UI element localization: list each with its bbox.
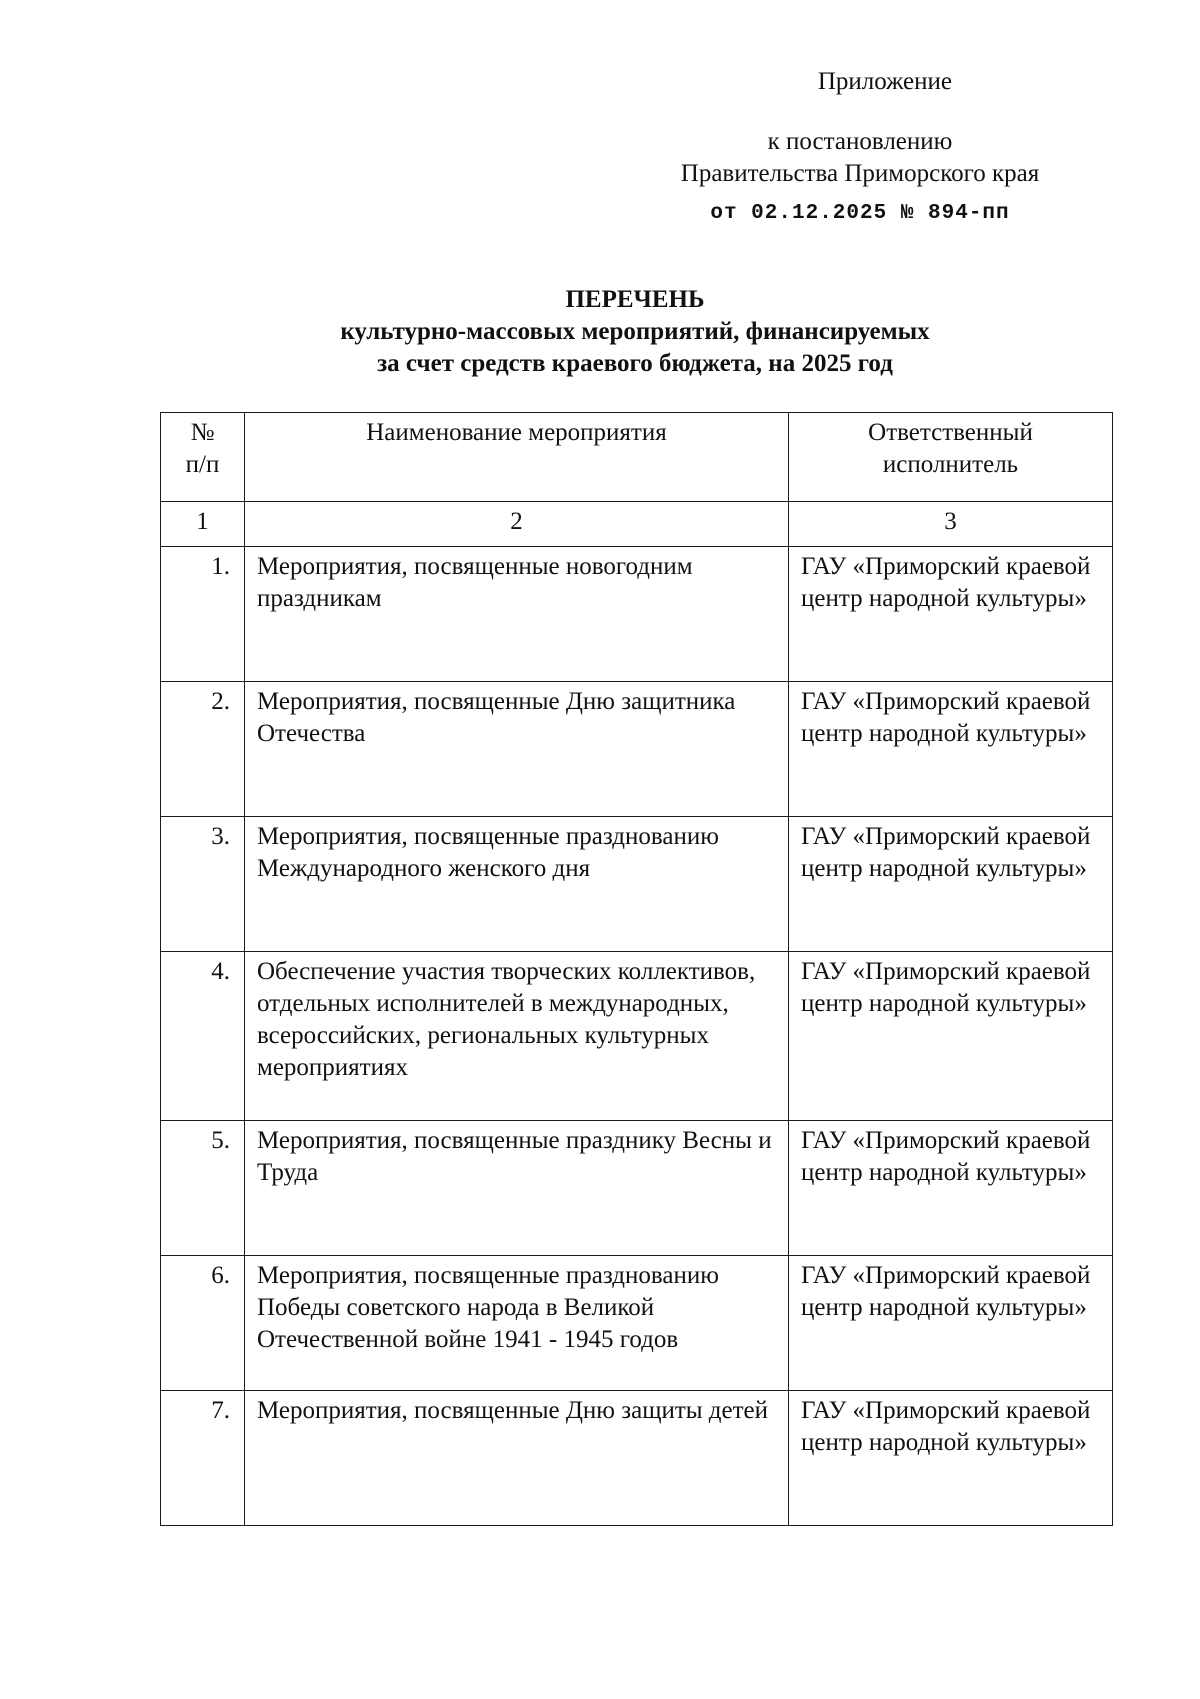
row-executor: ГАУ «Приморский краевой центр народной культуры» — [789, 952, 1113, 1121]
title-line-3: за счет средств краевого бюджета, на 2025 год — [377, 350, 893, 377]
row-number: 6. — [161, 1256, 245, 1391]
row-executor: ГАУ «Приморский краевой центр народной культуры» — [789, 1121, 1113, 1256]
row-executor: ГАУ «Приморский краевой центр народной культуры» — [789, 1256, 1113, 1391]
row-number: 1. — [161, 547, 245, 682]
row-number: 3. — [161, 817, 245, 952]
title-line-2: культурно-массовых мероприятий, финансируемых — [340, 318, 930, 345]
column-number-1: 1 — [161, 502, 245, 547]
table-row — [161, 1391, 1113, 1526]
appendix-label: Приложение — [817, 68, 952, 95]
header-executor: Ответственный исполнитель — [789, 413, 1113, 502]
row-executor: ГАУ «Приморский краевой центр народной культуры» — [789, 547, 1113, 682]
table-header-row — [161, 413, 1113, 502]
government-label: Правительства Приморского края — [680, 160, 1040, 187]
row-executor: ГАУ «Приморский краевой центр народной культуры» — [789, 817, 1113, 952]
table-row — [161, 817, 1113, 952]
row-event-name: Обеспечение участия творческих коллективов, отдельных исполнителей в международных, всероссийских, региональных культурных мероприятиях — [245, 952, 789, 1121]
row-event-name: Мероприятия, посвященные Дню защитника Отечества — [245, 682, 789, 817]
row-event-name: Мероприятия, посвященные Дню защиты детей — [245, 1391, 789, 1526]
table-row — [161, 682, 1113, 817]
row-executor: ГАУ «Приморский краевой центр народной культуры» — [789, 682, 1113, 817]
title-line-1: ПЕРЕЧЕНЬ — [565, 286, 705, 313]
document-title — [160, 284, 1110, 380]
row-number: 4. — [161, 952, 245, 1121]
row-event-name: Мероприятия, посвященные новогодним праздникам — [245, 547, 789, 682]
header-number-line-2: п/п — [185, 451, 220, 478]
row-executor: ГАУ «Приморский краевой центр народной культуры» — [789, 1391, 1113, 1526]
row-event-name: Мероприятия, посвященные празднику Весны и Труда — [245, 1121, 789, 1256]
header-event-name: Наименование мероприятия — [245, 413, 789, 502]
header-number-line-1: № — [190, 419, 215, 446]
header-number — [161, 413, 245, 502]
row-event-name: Мероприятия, посвященные празднованию Международного женского дня — [245, 817, 789, 952]
table-row — [161, 952, 1113, 1121]
events-table — [160, 412, 1113, 1526]
resolution-date-number: от 02.12.2025 № 894-пп — [710, 202, 1010, 225]
row-event-name: Мероприятия, посвященные празднованию Победы советского народа в Великой Отечественной войне 1941 - 1945 годов — [245, 1256, 789, 1391]
column-number-2: 2 — [245, 502, 789, 547]
table-row — [161, 1256, 1113, 1391]
column-number-row — [161, 502, 1113, 547]
to-resolution-label: к постановлению — [767, 128, 953, 155]
row-number: 2. — [161, 682, 245, 817]
table-row — [161, 1121, 1113, 1256]
row-number: 7. — [161, 1391, 245, 1526]
row-number: 5. — [161, 1121, 245, 1256]
column-number-3: 3 — [789, 502, 1113, 547]
resolution-reference-block — [640, 126, 1080, 190]
table-row — [161, 547, 1113, 682]
